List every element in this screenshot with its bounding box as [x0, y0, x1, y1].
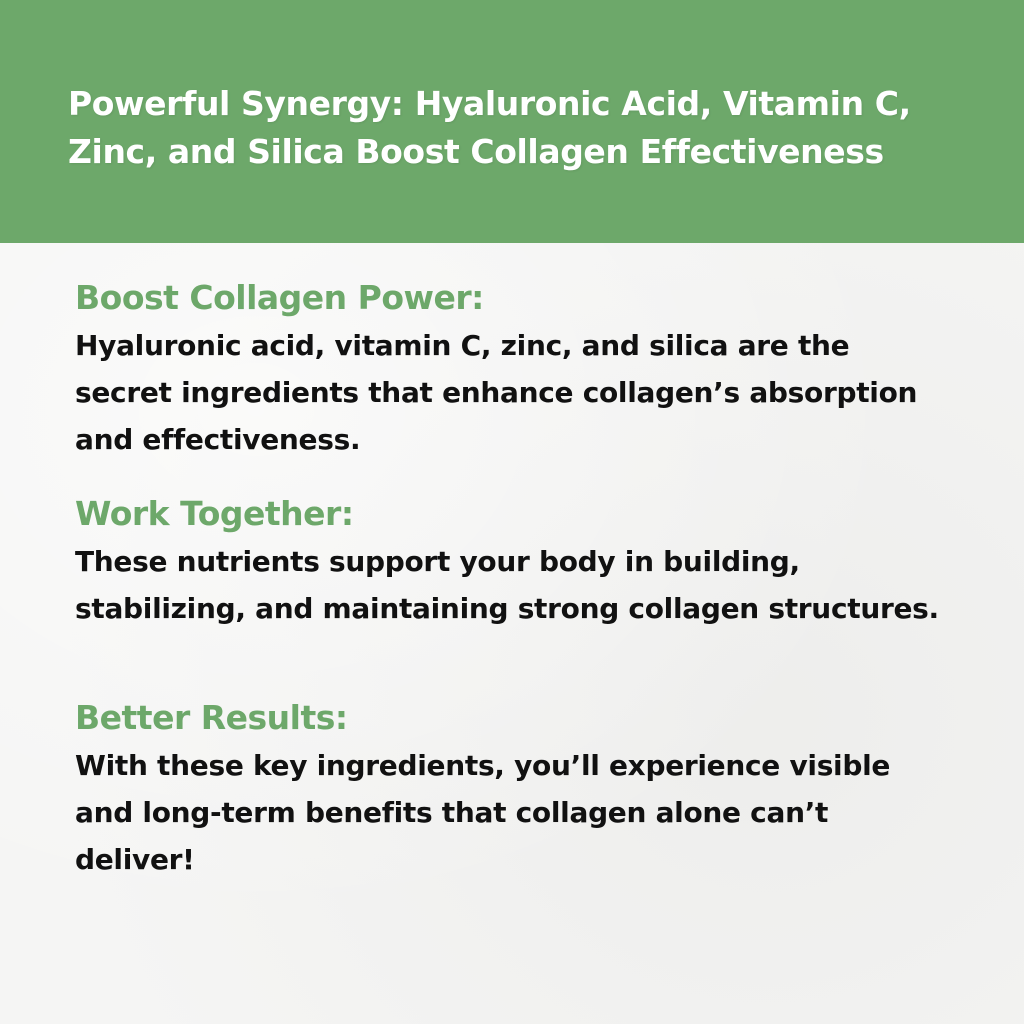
- banner-title: Powerful Synergy: Hyaluronic Acid, Vitamin C, Zinc, and Silica Boost Collagen Effectiveness: [68, 84, 911, 171]
- section-body: These nutrients support your body in building, stabilizing, and maintaining strong collagen structures.: [75, 545, 939, 625]
- section-body: With these key ingredients, you’ll experience visible and long-term benefits that collagen alone can’t deliver!: [75, 749, 891, 876]
- section-body: Hyaluronic acid, vitamin C, zinc, and silica are the secret ingredients that enhance collagen’s absorption and effectiveness.: [75, 329, 918, 456]
- section-work-together: [75, 494, 955, 632]
- section-better-results: [75, 698, 955, 883]
- title-banner: [0, 0, 1024, 243]
- section-boost-collagen-power: [75, 278, 955, 463]
- section-heading: Boost Collagen Power:: [75, 278, 484, 317]
- section-heading: Work Together:: [75, 494, 354, 533]
- section-heading: Better Results:: [75, 698, 348, 737]
